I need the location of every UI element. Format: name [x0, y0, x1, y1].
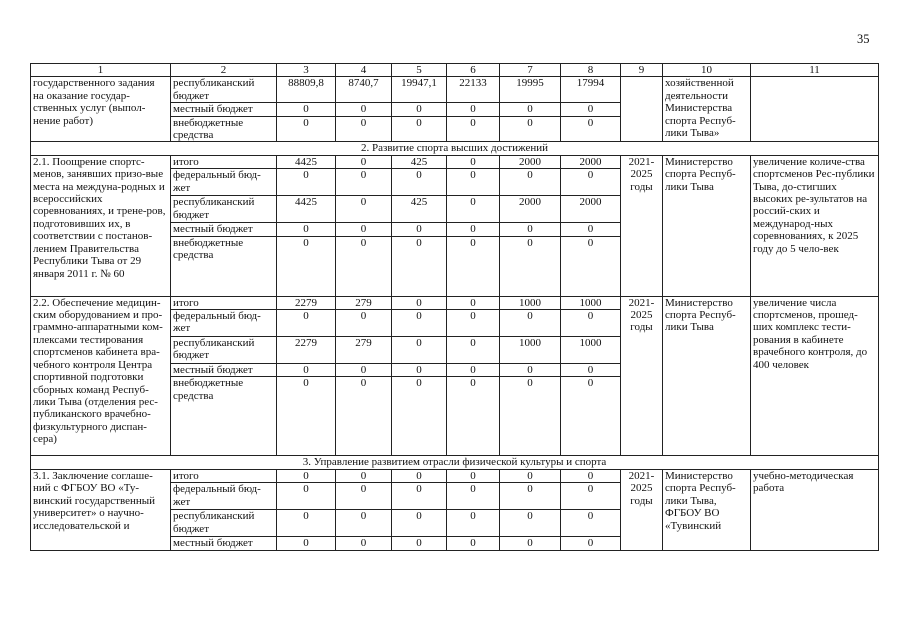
funding-source: внебюджетные средства: [171, 236, 277, 296]
section-heading: 2. Развитие спорта высших достижений: [31, 142, 879, 155]
amount-cell: 0: [500, 103, 561, 116]
amount-cell: 0: [447, 155, 500, 168]
amount-cell: 0: [447, 469, 500, 482]
amount-cell: 2279: [277, 296, 336, 309]
result-cell: учебно-методическая работа: [751, 469, 879, 550]
amount-cell: 0: [277, 223, 336, 236]
executor-cell: хозяйственной деятельности Министерства спорта Респуб-лики Тыва»: [663, 77, 751, 142]
amount-cell: 0: [336, 377, 392, 456]
period-cell: 2021-2025 годы: [621, 155, 663, 296]
amount-cell: 0: [336, 223, 392, 236]
funding-source: итого: [171, 469, 277, 482]
amount-cell: 0: [447, 223, 500, 236]
activity-label: 2.1. Поощрение спортс-менов, занявших призо-вые места на междуна-родных и всероссийских соревнованиях, и трене-ров, подготовивших их, в соответствии с постанов-лением Правительства Республики Тыва от 29 января 2011 г. № 60: [31, 155, 171, 296]
amount-cell: 0: [447, 296, 500, 309]
result-cell: увеличение количе-ства спортсменов Рес-публики Тыва, до-стигших высоких ре-зультатов на россий-ских и международ-ных соревнованиях, к 2025 году до 5 чело-век: [751, 155, 879, 296]
amount-cell: 0: [392, 537, 447, 550]
amount-cell: 0: [561, 364, 621, 377]
funding-source: итого: [171, 296, 277, 309]
amount-cell: 0: [392, 483, 447, 510]
amount-cell: 2000: [561, 196, 621, 223]
amount-cell: 0: [500, 169, 561, 196]
amount-cell: 0: [561, 103, 621, 116]
period-cell: [621, 77, 663, 142]
executor-cell: Министерство спорта Респуб-лики Тыва: [663, 155, 751, 296]
column-header: 9: [621, 64, 663, 77]
amount-cell: 0: [561, 310, 621, 337]
amount-cell: 0: [277, 364, 336, 377]
executor-cell: Министерство спорта Респуб-лики Тыва, ФГБОУ ВО «Тувинский: [663, 469, 751, 550]
amount-cell: 4425: [277, 155, 336, 168]
amount-cell: 17994: [561, 77, 621, 103]
column-header: 7: [500, 64, 561, 77]
amount-cell: 0: [392, 169, 447, 196]
amount-cell: 0: [447, 196, 500, 223]
amount-cell: 2279: [277, 337, 336, 364]
amount-cell: 0: [561, 483, 621, 510]
amount-cell: 0: [277, 236, 336, 296]
funding-source: республиканский бюджет: [171, 196, 277, 223]
amount-cell: 0: [447, 510, 500, 537]
column-header: 2: [171, 64, 277, 77]
table-body: [31, 64, 879, 551]
amount-cell: 0: [561, 510, 621, 537]
page-number: 35: [857, 32, 870, 46]
amount-cell: 0: [447, 169, 500, 196]
table-row: [31, 296, 879, 309]
program-table: [30, 63, 879, 551]
amount-cell: 0: [447, 364, 500, 377]
funding-source: республиканский бюджет: [171, 337, 277, 364]
result-cell: увеличение числа спортсменов, прошед-ших комплекс тести-рования в кабинете врачебного контроля, до 400 человек: [751, 296, 879, 456]
amount-cell: 0: [392, 337, 447, 364]
amount-cell: 0: [447, 377, 500, 456]
amount-cell: 0: [336, 103, 392, 116]
amount-cell: 4425: [277, 196, 336, 223]
amount-cell: 0: [392, 236, 447, 296]
executor-cell: Министерство спорта Респуб-лики Тыва: [663, 296, 751, 456]
activity-label: государственного задания на оказание государ-ственных услуг (выпол-нение работ): [31, 77, 171, 142]
amount-cell: 0: [447, 537, 500, 550]
amount-cell: 0: [392, 377, 447, 456]
amount-cell: 0: [277, 116, 336, 142]
amount-cell: 0: [500, 223, 561, 236]
amount-cell: 0: [561, 469, 621, 482]
activity-label: 2.2. Обеспечение медицин-ским оборудованием и про-граммно-аппаратными ком-плексами тестирования спортсменов кабинета вра-чебного контроля Центра спортивной подготовки сборных команд Респуб-лики Тыва (отделения рес-публиканского врачебно-физкультурного диспан-сера): [31, 296, 171, 456]
funding-source: федеральный бюд-жет: [171, 310, 277, 337]
table-row: [31, 64, 879, 77]
column-header: 8: [561, 64, 621, 77]
funding-source: местный бюджет: [171, 103, 277, 116]
section-heading: 3. Управление развитием отрасли физической культуры и спорта: [31, 456, 879, 469]
amount-cell: 0: [277, 483, 336, 510]
amount-cell: 0: [561, 537, 621, 550]
amount-cell: 0: [336, 364, 392, 377]
result-cell: [751, 77, 879, 142]
funding-source: федеральный бюд-жет: [171, 483, 277, 510]
funding-source: республиканский бюджет: [171, 77, 277, 103]
amount-cell: 0: [336, 196, 392, 223]
amount-cell: 0: [392, 296, 447, 309]
amount-cell: 0: [500, 483, 561, 510]
column-header: 4: [336, 64, 392, 77]
amount-cell: 2000: [561, 155, 621, 168]
amount-cell: 0: [392, 310, 447, 337]
funding-source: внебюджетные средства: [171, 116, 277, 142]
amount-cell: 0: [447, 103, 500, 116]
amount-cell: 0: [336, 510, 392, 537]
amount-cell: 0: [500, 116, 561, 142]
column-header: 10: [663, 64, 751, 77]
amount-cell: 0: [447, 310, 500, 337]
funding-source: итого: [171, 155, 277, 168]
amount-cell: 0: [561, 223, 621, 236]
amount-cell: 0: [277, 469, 336, 482]
column-header: 3: [277, 64, 336, 77]
funding-source: республиканский бюджет: [171, 510, 277, 537]
amount-cell: 0: [336, 537, 392, 550]
amount-cell: 0: [392, 103, 447, 116]
amount-cell: 279: [336, 337, 392, 364]
amount-cell: 0: [500, 510, 561, 537]
amount-cell: 0: [500, 236, 561, 296]
amount-cell: 0: [447, 116, 500, 142]
column-header: 1: [31, 64, 171, 77]
amount-cell: 0: [500, 377, 561, 456]
amount-cell: 0: [500, 469, 561, 482]
amount-cell: 0: [447, 483, 500, 510]
amount-cell: 0: [336, 155, 392, 168]
amount-cell: 425: [392, 155, 447, 168]
amount-cell: 22133: [447, 77, 500, 103]
amount-cell: 425: [392, 196, 447, 223]
amount-cell: 1000: [561, 337, 621, 364]
amount-cell: 0: [336, 169, 392, 196]
amount-cell: 0: [500, 310, 561, 337]
amount-cell: 1000: [500, 337, 561, 364]
amount-cell: 2000: [500, 196, 561, 223]
amount-cell: 0: [561, 377, 621, 456]
funding-source: внебюджетные средства: [171, 377, 277, 456]
column-header: 5: [392, 64, 447, 77]
amount-cell: 0: [336, 469, 392, 482]
period-cell: 2021-2025 годы: [621, 296, 663, 456]
table-row: [31, 456, 879, 469]
amount-cell: 0: [336, 483, 392, 510]
funding-source: местный бюджет: [171, 537, 277, 550]
table-row: [31, 77, 879, 103]
amount-cell: 2000: [500, 155, 561, 168]
table-row: [31, 155, 879, 168]
amount-cell: 0: [500, 364, 561, 377]
amount-cell: 1000: [561, 296, 621, 309]
amount-cell: 0: [447, 236, 500, 296]
amount-cell: 19995: [500, 77, 561, 103]
amount-cell: 0: [392, 223, 447, 236]
amount-cell: 1000: [500, 296, 561, 309]
amount-cell: 0: [336, 116, 392, 142]
amount-cell: 279: [336, 296, 392, 309]
period-cell: 2021-2025 годы: [621, 469, 663, 550]
column-header: 11: [751, 64, 879, 77]
amount-cell: 0: [277, 103, 336, 116]
funding-source: федеральный бюд-жет: [171, 169, 277, 196]
amount-cell: 0: [336, 310, 392, 337]
amount-cell: 8740,7: [336, 77, 392, 103]
amount-cell: 0: [277, 537, 336, 550]
amount-cell: 0: [561, 236, 621, 296]
amount-cell: 0: [277, 377, 336, 456]
amount-cell: 0: [561, 169, 621, 196]
funding-source: местный бюджет: [171, 364, 277, 377]
amount-cell: 0: [500, 537, 561, 550]
amount-cell: 0: [336, 236, 392, 296]
amount-cell: 0: [561, 116, 621, 142]
table-row: [31, 469, 879, 482]
amount-cell: 88809,8: [277, 77, 336, 103]
activity-label: 3.1. Заключение соглаше-ний с ФГБОУ ВО «Ту-винский государственный университет» о научно-исследовательской и: [31, 469, 171, 550]
amount-cell: 0: [277, 510, 336, 537]
amount-cell: 0: [277, 169, 336, 196]
amount-cell: 0: [392, 116, 447, 142]
column-header: 6: [447, 64, 500, 77]
amount-cell: 19947,1: [392, 77, 447, 103]
table-row: [31, 142, 879, 155]
funding-source: местный бюджет: [171, 223, 277, 236]
amount-cell: 0: [447, 337, 500, 364]
amount-cell: 0: [392, 364, 447, 377]
amount-cell: 0: [392, 469, 447, 482]
amount-cell: 0: [392, 510, 447, 537]
amount-cell: 0: [277, 310, 336, 337]
